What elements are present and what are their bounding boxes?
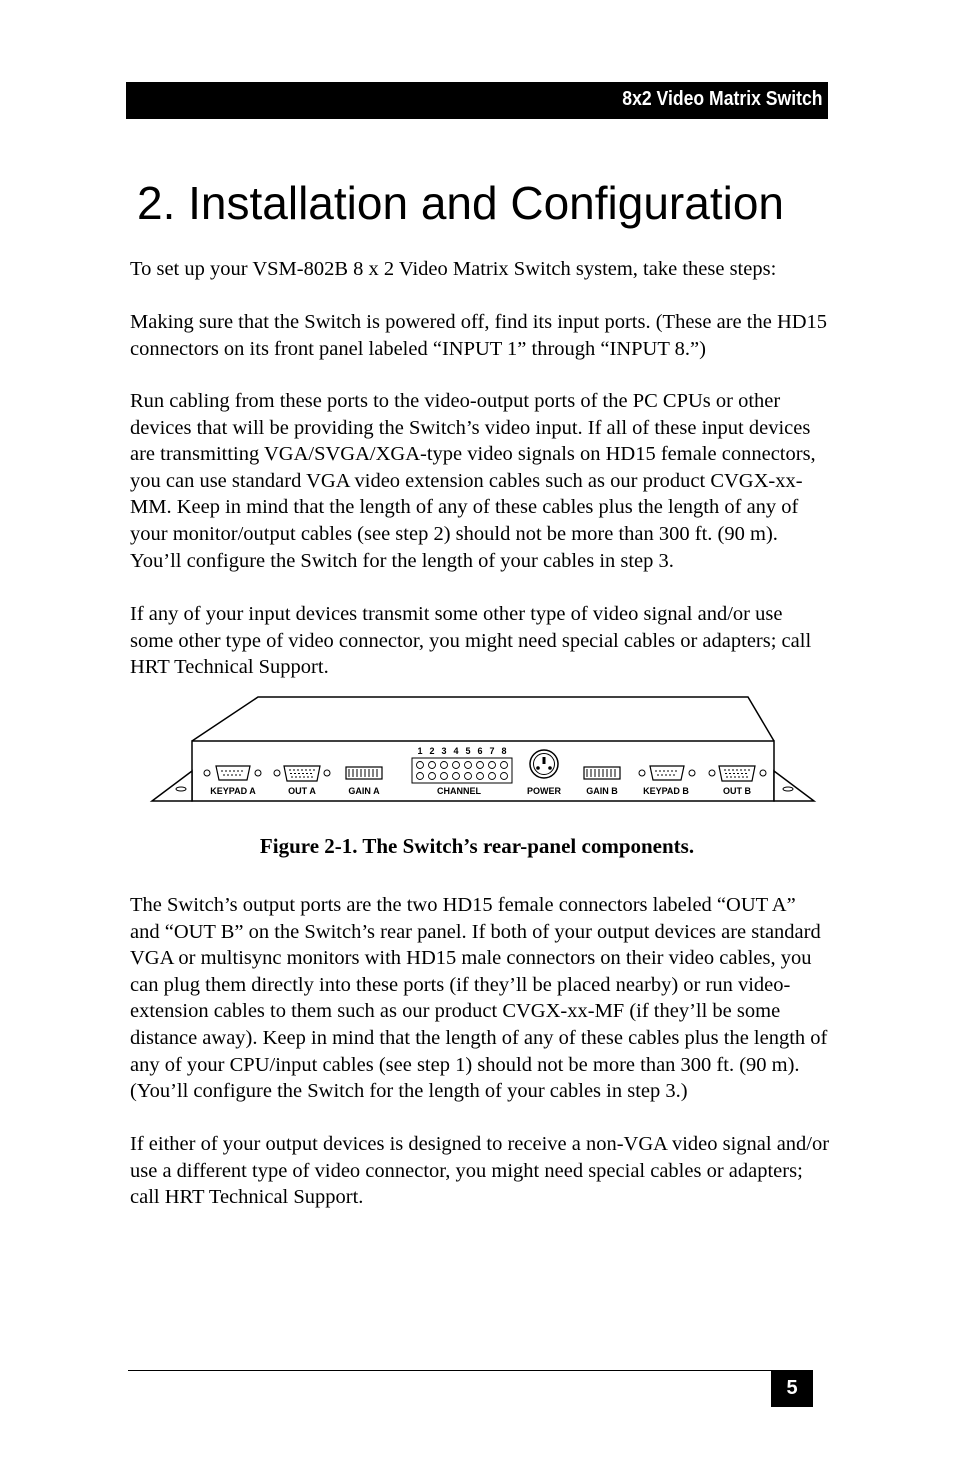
rear-panel-figure [148, 695, 820, 807]
intro-paragraph-4: If any of your input devices transmit some other type of video signal and/or use some other type of video connector, you might need special cables or adapters; call HRT Technical Support. [130, 603, 812, 679]
channel-number: 7 [489, 746, 495, 756]
outputs-paragraph-1: The Switch’s output ports are the two HD15 female connectors labeled “OUT A” and “OUT B” on the Switch’s rear panel. If both of your output devices are standard VGA or multisync monitors with HD15 male connectors on their video cables, you can plug them directly into these ports (if they’ll be placed nearby) or run video-extension cables to them such as our product CVGX-xx-MF (if they’ll be some distance away). Keep in mind that the length of any of these cables plus the length of any of your CPU/input cables (see step 1) should not be more than 300 ft. (90 m). (You’ll configure the Switch for the length of your cables in step 3.) [130, 894, 828, 1103]
intro-paragraph-2: Making sure that the Switch is powered off, find its input ports. (These are the HD15 connectors on its front panel labeled “INPUT 1” through “INPUT 8.”) [130, 311, 828, 360]
channel-number: 5 [465, 746, 471, 756]
footer-rule [128, 1370, 813, 1371]
gain-a-label: GAIN A [348, 786, 380, 796]
figure-caption: Figure 2-1. The Switch’s rear-panel components. [259, 834, 695, 858]
outputs-paragraph-2: If either of your output devices is designed to receive a non-VGA video signal and/or use a different type of video connector, you might need special cables or adapters; call HRT Technical Support. [130, 1133, 830, 1209]
keypad-b-label: KEYPAD B [643, 786, 689, 796]
channel-number: 1 [417, 746, 423, 756]
page-number: 5 [786, 1377, 798, 1399]
header-bar [126, 82, 828, 119]
page-number-box [771, 1370, 813, 1407]
out-b-label: OUT B [723, 786, 751, 796]
right-flange [774, 771, 814, 801]
power-connector-icon [530, 750, 558, 778]
channel-number: 3 [441, 746, 447, 756]
channel-number: 8 [501, 746, 507, 756]
out-a-label: OUT A [288, 786, 316, 796]
power-label: POWER [526, 786, 562, 796]
channel-number: 4 [453, 746, 459, 756]
keypad-a-label: KEYPAD A [210, 786, 256, 796]
chapter-title: 2. Installation and Configuration [137, 177, 784, 229]
intro-paragraph-3: Run cabling from these ports to the video-output ports of the PC CPUs or other devices that will be providing the Switch’s video input. If all of these input devices are transmitting VGA/SVGA/XGA-type video signals on HD15 female connectors, you can use standard VGA video extension cables such as our product CVGX-xx-MM. Keep in mind that the length of any of these cables plus the length of any of your monitor/output cables (see step 2) should not be more than 300 ft. (90 m). You’ll configure the Switch for the length of your cables in step 3. [130, 390, 816, 572]
gain-b-label: GAIN B [586, 786, 618, 796]
channel-number: 6 [477, 746, 483, 756]
channel-label: CHANNEL [437, 786, 481, 796]
intro-paragraph-1: To set up your VSM-802B 8 x 2 Video Matrix Switch system, take these steps: [130, 258, 777, 280]
running-header-title: 8x2 Video Matrix Switch [621, 88, 822, 110]
rear-panel-diagram [148, 695, 820, 807]
left-flange [152, 771, 192, 801]
channel-number: 2 [429, 746, 435, 756]
